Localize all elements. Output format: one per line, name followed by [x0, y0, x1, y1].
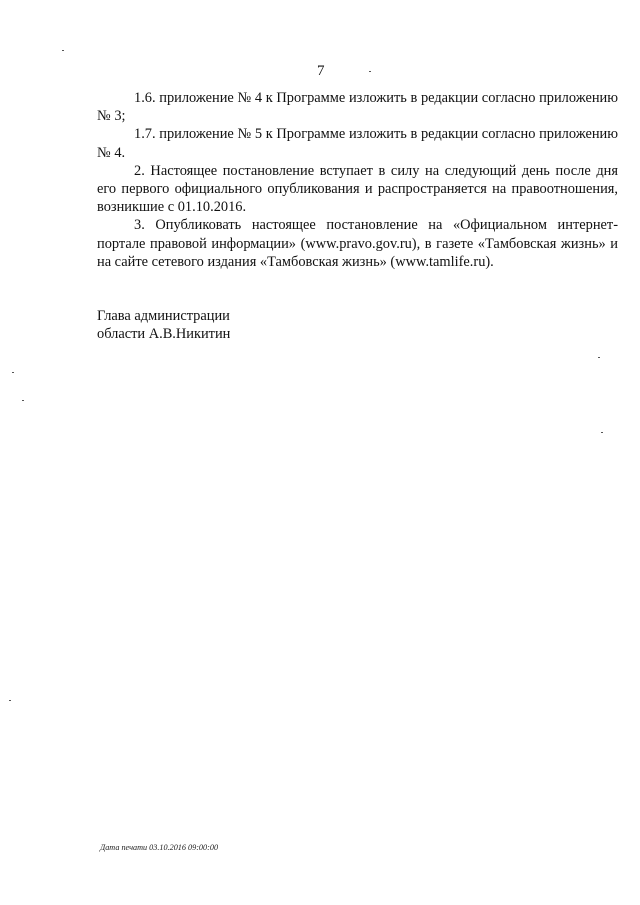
- paragraph-2: 2. Настоящее постановление вступает в силу на следующий день после дня его первого официального опубликования и распространяется на правоотношения, возникшие с 01.10.2016.: [97, 162, 618, 216]
- print-date: Дата печати 03.10.2016 09:00:00: [100, 843, 219, 852]
- scan-speck: [62, 50, 64, 51]
- scan-speck: [369, 71, 371, 72]
- paragraph-1-6: 1.6. приложение № 4 к Программе изложить в редакции согласно приложению № 3;: [97, 90, 618, 125]
- scan-speck: [12, 372, 14, 373]
- scan-speck: [22, 400, 24, 401]
- paragraph-3: 3. Опубликовать настоящее постановление на «Официальном интернет-портале правовой информации» (www.pravo.gov.ru), в газете «Тамбовская жизнь» и на сайте сетевого издания «Тамбовская жизнь» (www.tamlife.ru).: [97, 217, 618, 270]
- scan-speck: [598, 357, 600, 358]
- signature-title: Глава администрации: [97, 308, 230, 324]
- document-body: [97, 89, 618, 271]
- scan-speck: [601, 432, 603, 433]
- signature-name: области А.В.Никитин: [97, 326, 231, 343]
- signature-block: [97, 307, 230, 343]
- page-number: 7: [317, 63, 325, 79]
- scan-speck: [9, 700, 11, 701]
- paragraph-1-7: 1.7. приложение № 5 к Программе изложить в редакции согласно приложению № 4.: [97, 126, 618, 161]
